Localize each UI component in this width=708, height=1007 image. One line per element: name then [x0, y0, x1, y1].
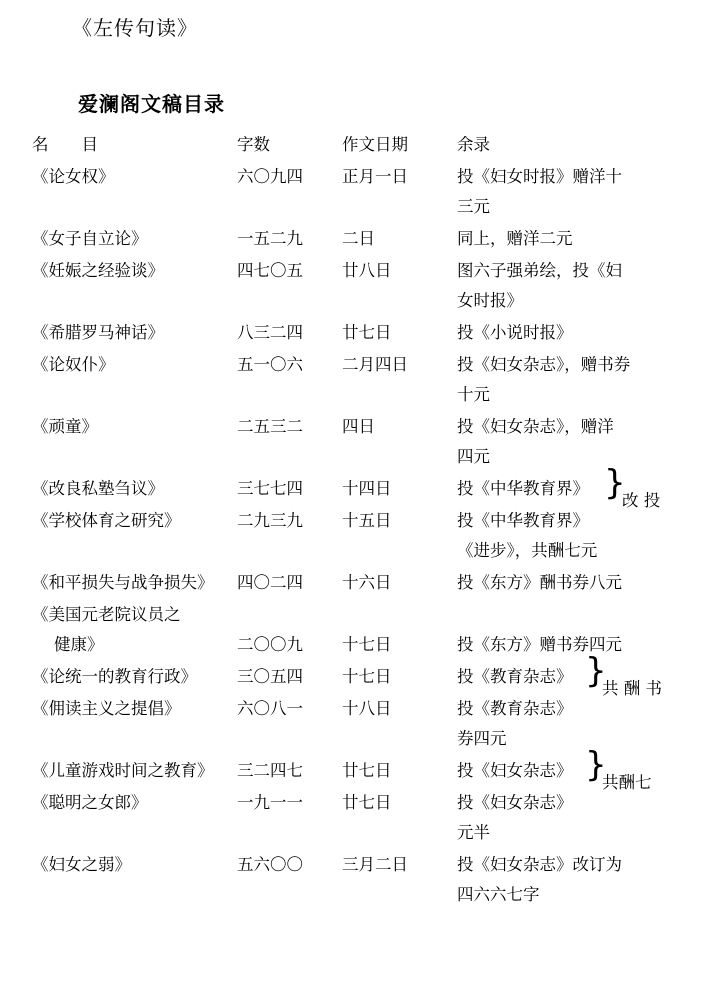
- cell-note: [457, 788, 682, 848]
- cell-name: 《论女权》: [32, 167, 115, 186]
- table-row: [32, 474, 682, 504]
- cell-note: [457, 506, 682, 566]
- cell-count: 六〇八一: [237, 699, 303, 718]
- cell-count: 三二四七: [237, 761, 303, 780]
- cell-count: 二五三二: [237, 417, 303, 436]
- cell-name: 《妇女之弱》: [32, 855, 131, 874]
- cell-note-line1: 投《东方》酬书券八元: [457, 573, 622, 592]
- cell-note-line2: 四六六七字: [457, 885, 540, 904]
- table-row: [32, 256, 682, 316]
- cell-note-line1: 投《中华教育界》: [457, 511, 589, 530]
- cell-note-line1: 投《妇女杂志》: [457, 793, 573, 812]
- brace-icon: }: [585, 745, 607, 785]
- cell-count: 八三二四: [237, 323, 303, 342]
- cell-date: 四日: [342, 417, 375, 436]
- cell-note-line1: 投《小说时报》: [457, 323, 573, 342]
- table-row: [32, 162, 682, 222]
- brace-group-3: [32, 745, 682, 848]
- cell-note: [457, 568, 682, 598]
- cell-date: 三月二日: [342, 855, 408, 874]
- cell-note: [457, 318, 682, 348]
- cell-name: 《儿童游戏时间之教育》: [32, 761, 214, 780]
- cell-note: [457, 850, 682, 910]
- cell-count: 六〇九四: [237, 167, 303, 186]
- cell-count: 二〇〇九: [237, 635, 303, 654]
- cell-note-line1: 投《教育杂志》: [457, 667, 573, 686]
- brace-icon: }: [585, 651, 607, 691]
- table-row: [32, 412, 682, 472]
- cell-count: 五一〇六: [237, 355, 303, 374]
- cell-name: 《女子自立论》: [32, 229, 148, 248]
- brace-label: 共酬七: [602, 773, 652, 792]
- cell-count: 四七〇五: [237, 261, 303, 280]
- cell-name: 《佣读主义之提倡》: [32, 699, 181, 718]
- cell-date: 廿七日: [342, 323, 392, 342]
- cell-count: 一五二九: [237, 229, 303, 248]
- column-header-count: 字数: [237, 135, 270, 154]
- cell-count: 四〇二四: [237, 573, 303, 592]
- cell-name: 《聪明之女郎》: [32, 793, 148, 812]
- cell-note: [457, 256, 682, 316]
- cell-count: 三〇五四: [237, 667, 303, 686]
- cell-name: 《论奴仆》: [32, 355, 115, 374]
- section-title: 爱澜阁文稿目录: [78, 92, 225, 116]
- cell-date: 十六日: [342, 573, 392, 592]
- cell-date: 十四日: [342, 479, 392, 498]
- column-header-name: 名 目: [32, 135, 98, 154]
- cell-name: 《顽童》: [32, 417, 98, 436]
- column-header-date: 作文日期: [342, 135, 408, 154]
- cell-date: 廿八日: [342, 261, 392, 280]
- table-row: [32, 568, 682, 598]
- cell-count: 五六〇〇: [237, 855, 303, 874]
- cell-note-line2: 十元: [457, 385, 490, 404]
- cell-note-line2: 《进步》，共酬七元: [457, 541, 598, 560]
- cell-note-line1: 投《妇女杂志》: [457, 761, 573, 780]
- cell-note: [457, 412, 682, 472]
- cell-name: 《学校体育之研究》: [32, 511, 181, 530]
- cell-note-line2: 元半: [457, 823, 490, 842]
- cell-name: 《和平损失与战争损失》: [32, 573, 214, 592]
- cell-date: 正月一日: [342, 167, 408, 186]
- document-title: 《左传句读》: [72, 16, 198, 40]
- cell-note: [457, 162, 682, 222]
- brace-group-1: [32, 463, 682, 566]
- cell-date: 十八日: [342, 699, 392, 718]
- table-header-row: [32, 130, 682, 160]
- table-row: [32, 788, 682, 848]
- cell-note: [457, 600, 682, 660]
- cell-count: 二九三九: [237, 511, 303, 530]
- cell-note-line2: 三元: [457, 197, 490, 216]
- column-header-note: 余录: [457, 135, 490, 154]
- cell-date: 二月四日: [342, 355, 408, 374]
- cell-note-line1: 投《妇女杂志》改订为: [457, 855, 622, 874]
- table-row: [32, 224, 682, 254]
- brace-group-2: [32, 651, 682, 754]
- cell-note-line2: 女时报》: [457, 291, 523, 310]
- table-row: [32, 506, 682, 566]
- cell-note-line1: 同上，赠洋二元: [457, 229, 573, 248]
- cell-name: [32, 600, 237, 660]
- cell-date: 十五日: [342, 511, 392, 530]
- cell-date: 廿七日: [342, 793, 392, 812]
- cell-date: 二日: [342, 229, 375, 248]
- cell-date: 十七日: [342, 667, 392, 686]
- cell-name: 《妊娠之经验谈》: [32, 261, 164, 280]
- cell-note: [457, 224, 682, 254]
- cell-note-line1: 投《妇女杂志》，赠书券: [457, 355, 631, 374]
- cell-note-line2: 券四元: [457, 729, 507, 748]
- table-row: [32, 850, 682, 910]
- cell-name-line1: 《美国元老院议员之: [32, 605, 181, 624]
- table-row: [32, 350, 682, 410]
- brace-label: 改 投: [622, 491, 661, 510]
- manuscript-catalog-table: [32, 130, 682, 912]
- cell-count: 三七七四: [237, 479, 303, 498]
- cell-note-line1: 投《教育杂志》: [457, 699, 573, 718]
- cell-note-line1: 投《东方》赠书券四元: [457, 635, 622, 654]
- cell-note-line1: 投《妇女杂志》，赠洋: [457, 417, 614, 436]
- brace-label: 共 酬 书: [602, 679, 662, 698]
- cell-name: 《改良私塾刍议》: [32, 479, 164, 498]
- cell-name: 《论统一的教育行政》: [32, 667, 197, 686]
- cell-note-line1: 图六子强弟绘，投《妇: [457, 261, 622, 280]
- cell-count: 一九一一: [237, 793, 303, 812]
- cell-name-line2: 健康》: [54, 635, 104, 654]
- cell-date: 廿七日: [342, 761, 392, 780]
- cell-note-line2: 四元: [457, 447, 490, 466]
- cell-note-line1: 投《妇女时报》赠洋十: [457, 167, 622, 186]
- cell-date: 十七日: [342, 635, 392, 654]
- cell-note: [457, 694, 682, 754]
- brace-icon: }: [604, 463, 626, 503]
- table-row: [32, 318, 682, 348]
- cell-note: [457, 350, 682, 410]
- cell-name: 《希腊罗马神话》: [32, 323, 164, 342]
- cell-note-line1: 投《中华教育界》: [457, 479, 589, 498]
